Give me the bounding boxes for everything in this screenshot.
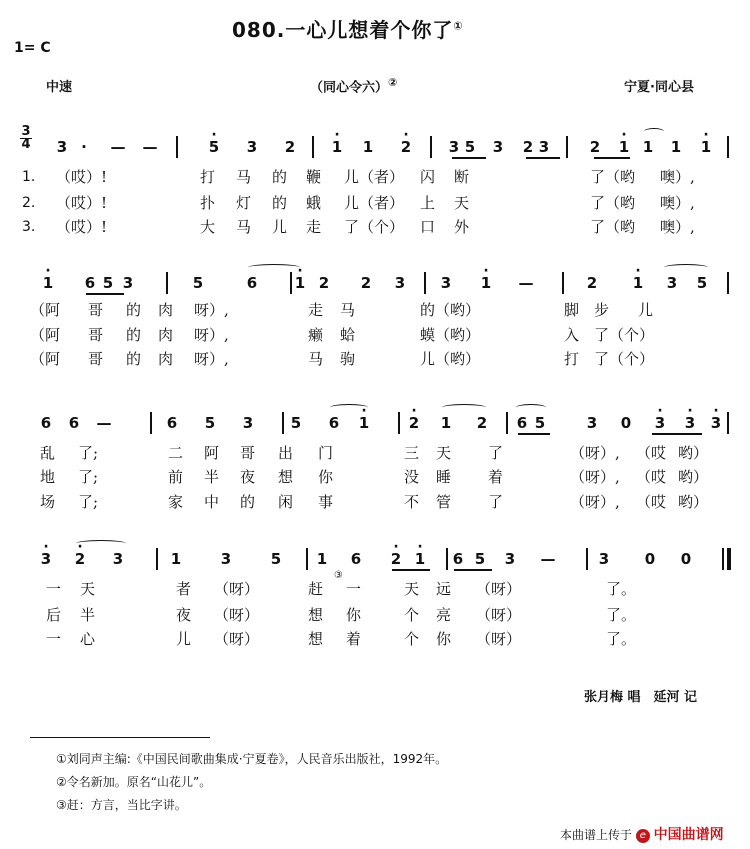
lyric-word: 没 — [404, 468, 420, 486]
note: 6 — [452, 550, 464, 568]
lyric-word: 蛾 — [306, 194, 322, 212]
notation-row-2 — [0, 272, 750, 294]
barline — [586, 548, 588, 570]
note: 5 — [464, 138, 476, 156]
credits: 张月梅 唱 延河 记 — [584, 690, 698, 705]
lyric-word: 步 — [594, 301, 610, 319]
note: · 5 — [200, 136, 228, 158]
lyric-word: 了（个） — [594, 350, 655, 368]
lyric-word: 肉 — [158, 301, 174, 319]
barline — [306, 548, 308, 570]
lyric-word: 哥 — [88, 326, 104, 344]
lyric-word: 半 — [204, 468, 220, 486]
note: · 1 — [472, 272, 500, 294]
note: · 1 — [610, 136, 638, 158]
e-logo-icon: e — [636, 829, 650, 843]
lyric-word: 不 — [404, 493, 420, 511]
lyric-word: 马 — [236, 168, 252, 186]
note: · 1 — [406, 548, 434, 570]
barline — [506, 412, 508, 434]
note: 5 — [102, 274, 114, 292]
beam-underline — [454, 569, 492, 571]
lyric-word: 了（个） — [594, 326, 655, 344]
lyric-word: 哥 — [88, 350, 104, 368]
note: 2 — [586, 274, 598, 292]
lyric-word: 乱 — [40, 444, 56, 462]
barline — [176, 136, 178, 158]
lyric-word: （哎）! — [56, 218, 108, 236]
lyric-row-4-3 — [0, 628, 750, 650]
lyric-word: 二 — [168, 444, 184, 462]
lyric-row-3-3 — [0, 491, 750, 513]
lyric-word: 了（个） — [344, 218, 405, 236]
lyric-word: 闪 — [420, 168, 436, 186]
lyric-word: 个 — [404, 630, 420, 648]
lyric-word: 出 — [278, 444, 294, 462]
lyric-word: 儿 — [272, 218, 288, 236]
key-signature: 1= C — [14, 40, 51, 56]
notation-row-1 — [0, 136, 750, 158]
lyric-word: 了; — [78, 493, 99, 511]
lyric-row-2-2 — [0, 324, 750, 346]
lyric-word: 脚 — [564, 301, 580, 319]
lyric-row-4-1 — [0, 578, 750, 600]
lyric-word: 地 — [40, 468, 56, 486]
note: — — [518, 274, 534, 292]
note: 6 — [328, 414, 340, 432]
footnote-divider — [30, 737, 210, 738]
lyric-word: 想 — [308, 606, 324, 624]
lyric-word: 驹 — [340, 350, 356, 368]
note: 1 — [670, 138, 682, 156]
lyric-word: 天 — [404, 580, 420, 598]
note: · 1 — [323, 136, 351, 158]
lyric-word: 呀）, — [194, 350, 229, 368]
tempo-marking: 中速 — [46, 80, 73, 95]
lyric-word: 了（哟 — [590, 194, 636, 212]
note: 3 — [394, 274, 406, 292]
lyric-word: 大 — [200, 218, 216, 236]
lyric-word: 夜 — [240, 468, 256, 486]
note: · — [81, 138, 87, 156]
lyric-word: 着 — [346, 630, 362, 648]
barline — [727, 412, 729, 434]
lyric-word: （呀）, — [570, 493, 620, 511]
lyric-word: 你 — [346, 606, 362, 624]
barline — [282, 412, 284, 434]
note: 1 — [170, 550, 182, 568]
lyric-row-2-3 — [0, 348, 750, 370]
lyric-word: 扑 — [200, 194, 216, 212]
slur — [76, 540, 126, 547]
note: 3 — [246, 138, 258, 156]
lyric-word: 夜 — [176, 606, 192, 624]
barline — [312, 136, 314, 158]
lyric-word: 呀）, — [194, 326, 229, 344]
lyric-word: 天 — [436, 444, 452, 462]
note: · 2 — [382, 548, 410, 570]
lyric-word: 远 — [436, 580, 452, 598]
lyric-word: 马 — [236, 218, 252, 236]
lyric-word: 家 — [168, 493, 184, 511]
lyric-word: 肉 — [158, 326, 174, 344]
note: 3 — [448, 138, 460, 156]
beam-underline — [392, 569, 430, 571]
lyric-word: 你 — [318, 468, 334, 486]
note: 1 — [316, 550, 328, 568]
lyric-word: 口 — [420, 218, 436, 236]
note: 1 — [440, 414, 452, 432]
lyric-word: 哟） — [678, 468, 709, 486]
beam-underline — [594, 157, 630, 159]
lyric-word: 上 — [420, 194, 436, 212]
lyric-word: 场 — [40, 493, 56, 511]
beam-underline — [652, 433, 702, 435]
note: 5 — [474, 550, 486, 568]
lyric-word: 想 — [278, 468, 294, 486]
notation-row-4 — [0, 548, 750, 570]
note: 6 — [350, 550, 362, 568]
note: · 2 — [400, 412, 428, 434]
note: — — [142, 138, 158, 156]
note: · 3 — [32, 548, 60, 570]
lyric-word: 后 — [46, 606, 62, 624]
watermark — [560, 824, 724, 844]
lyric-word: 的 — [126, 350, 142, 368]
lyric-word: 了。 — [606, 580, 637, 598]
lyric-word: 儿（者） — [344, 168, 405, 186]
lyric-word: 一 — [46, 630, 62, 648]
note: 5 — [534, 414, 546, 432]
song-title: 080.一心儿想着个你了① — [232, 18, 464, 42]
note: 2 — [522, 138, 534, 156]
note: 3 — [440, 274, 452, 292]
note: · 1 — [692, 136, 720, 158]
barline — [398, 412, 400, 434]
note: · 2 — [66, 548, 94, 570]
lyric-word: 入 — [564, 326, 580, 344]
barline — [290, 272, 292, 294]
lyric-row-1-3 — [0, 216, 750, 238]
lyric-word: 睡 — [436, 468, 452, 486]
lyric-word: 了（哟 — [590, 168, 636, 186]
note: 2 — [318, 274, 330, 292]
note: · 1 — [34, 272, 62, 294]
verse-number: 2. — [22, 195, 36, 211]
note: 2 — [284, 138, 296, 156]
lyric-word: 了。 — [606, 630, 637, 648]
note: 2 — [360, 274, 372, 292]
lyric-word: 的（哟） — [420, 301, 481, 319]
note: 6 — [246, 274, 258, 292]
note: 3 — [586, 414, 598, 432]
lyric-word: 着 — [488, 468, 504, 486]
watermark-site: 中国曲谱网 — [653, 827, 724, 843]
lyric-word: 哥 — [240, 444, 256, 462]
lyric-word: 了 — [488, 493, 504, 511]
barline — [430, 136, 432, 158]
note: 3 — [492, 138, 504, 156]
note: 5 — [270, 550, 282, 568]
note: · 3 — [702, 412, 730, 434]
lyric-word: 事 — [318, 493, 334, 511]
region-label: 宁夏·同心县 — [624, 80, 694, 95]
lyric-word: 赶 — [308, 580, 324, 598]
lyric-word: 天 — [454, 194, 470, 212]
note: 6 — [68, 414, 80, 432]
lyric-word: 打 — [200, 168, 216, 186]
lyric-word: 的 — [272, 168, 288, 186]
lyric-word: 亮 — [436, 606, 452, 624]
lyric-word: （阿 — [30, 350, 61, 368]
barline — [727, 136, 729, 158]
note: 3 — [220, 550, 232, 568]
lyric-word: 儿 — [638, 301, 654, 319]
note: 5 — [204, 414, 216, 432]
lyric-word: （呀） — [476, 606, 522, 624]
note: · 3 — [676, 412, 704, 434]
lyric-word: （呀）, — [570, 468, 620, 486]
lyric-row-4-2 — [0, 604, 750, 626]
lyric-word: 了。 — [606, 606, 637, 624]
lyric-word: 一 — [46, 580, 62, 598]
lyric-word: 呀）, — [194, 301, 229, 319]
barline — [424, 272, 426, 294]
note: 3 — [598, 550, 610, 568]
barline — [566, 136, 568, 158]
final-barline — [727, 548, 731, 570]
slur — [664, 264, 708, 271]
lyric-word: 儿 — [176, 630, 192, 648]
footnote-3: ③赶：方言，当比字讲。 — [56, 798, 187, 812]
note: 6 — [84, 274, 96, 292]
lyric-word: 一 — [346, 580, 362, 598]
lyric-word: （阿 — [30, 301, 61, 319]
note: · 3 — [646, 412, 674, 434]
lyric-word: 前 — [168, 468, 184, 486]
lyric-word: 管 — [436, 493, 452, 511]
lyric-word: 天 — [80, 580, 96, 598]
lyric-word: 蟆（哟） — [420, 326, 481, 344]
lyric-word: 外 — [454, 218, 470, 236]
lyric-word: （呀） — [214, 606, 260, 624]
lyric-word: 闲 — [278, 493, 294, 511]
lyric-word: 噢）, — [660, 168, 695, 186]
note: 3 — [56, 138, 68, 156]
lyric-word: 者 — [176, 580, 192, 598]
lyric-word: 儿（者） — [344, 194, 405, 212]
barline — [722, 548, 724, 570]
lyric-row-2-1 — [0, 299, 750, 321]
beam-underline — [518, 433, 550, 435]
beam-underline — [452, 157, 486, 159]
lyric-word: （阿 — [30, 326, 61, 344]
verse-number: 3. — [22, 219, 36, 235]
note: · 1 — [624, 272, 652, 294]
lyric-word: 的 — [126, 326, 142, 344]
lyric-word: 门 — [318, 444, 334, 462]
watermark-prefix: 本曲谱上传于 — [560, 828, 633, 842]
lyric-word: （哎）! — [56, 168, 108, 186]
footnote-1: ①刘同声主编:《中国民间歌曲集成·宁夏卷》，人民音乐出版社，1992年。 — [56, 752, 448, 766]
note: 2 — [476, 414, 488, 432]
tune-name: （同心令六）② — [310, 76, 398, 96]
lyric-word: 打 — [564, 350, 580, 368]
verse-number: 1. — [22, 169, 36, 185]
lyric-word: 了; — [78, 468, 99, 486]
barline — [150, 412, 152, 434]
slur — [644, 128, 664, 135]
lyric-word: 马 — [340, 301, 356, 319]
lyric-word: 三 — [404, 444, 420, 462]
lyric-word: 灯 — [236, 194, 252, 212]
note: 3 — [666, 274, 678, 292]
note: · 1 — [350, 412, 378, 434]
lyric-word: 蛤 — [340, 326, 356, 344]
lyric-word: 哥 — [88, 301, 104, 319]
lyric-word: 马 — [308, 350, 324, 368]
note: 3 — [242, 414, 254, 432]
slur — [442, 404, 486, 411]
lyric-word: （哎 — [636, 468, 667, 486]
lyric-word: 儿（哟） — [420, 350, 481, 368]
note: 5 — [192, 274, 204, 292]
note: 5 — [290, 414, 302, 432]
note: — — [110, 138, 126, 156]
note: 0 — [680, 550, 692, 568]
lyric-word: （哎 — [636, 444, 667, 462]
note: 3 — [122, 274, 134, 292]
note: 2 — [589, 138, 601, 156]
barline — [562, 272, 564, 294]
lyric-word: 噢）, — [660, 194, 695, 212]
lyric-word: 癞 — [308, 326, 324, 344]
lyric-row-1-2 — [0, 192, 750, 214]
footnote-mark-3: ③ — [334, 570, 343, 581]
barline — [727, 272, 729, 294]
note: 3 — [504, 550, 516, 568]
lyric-word: 的 — [240, 493, 256, 511]
note: 3 — [538, 138, 550, 156]
lyric-word: 了（哟 — [590, 218, 636, 236]
lyric-word: 想 — [308, 630, 324, 648]
lyric-word: （呀） — [476, 630, 522, 648]
lyric-word: 鞭 — [306, 168, 322, 186]
lyric-row-3-1 — [0, 442, 750, 464]
note: · 2 — [392, 136, 420, 158]
note: 5 — [696, 274, 708, 292]
lyric-word: （呀）, — [570, 444, 620, 462]
lyric-word: 中 — [204, 493, 220, 511]
lyric-word: （呀） — [476, 580, 522, 598]
beam-underline — [526, 157, 560, 159]
barline — [156, 548, 158, 570]
slur — [516, 404, 546, 411]
lyric-word: （哎）! — [56, 194, 108, 212]
note: 6 — [516, 414, 528, 432]
lyric-word: （呀） — [214, 630, 260, 648]
lyric-word: 阿 — [204, 444, 220, 462]
note: 6 — [40, 414, 52, 432]
footnote-2: ②令名新加。原名“山花儿”。 — [56, 775, 212, 789]
note: 1 — [642, 138, 654, 156]
lyric-word: （呀） — [214, 580, 260, 598]
lyric-word: 个 — [404, 606, 420, 624]
barline — [166, 272, 168, 294]
lyric-word: 你 — [436, 630, 452, 648]
lyric-row-1-1 — [0, 166, 750, 188]
note: 3 — [112, 550, 124, 568]
note: 1 — [362, 138, 374, 156]
note: — — [96, 414, 112, 432]
note: · 1 — [286, 272, 314, 294]
lyric-word: 哟） — [678, 444, 709, 462]
note: 0 — [620, 414, 632, 432]
note: 0 — [644, 550, 656, 568]
lyric-word: 了; — [78, 444, 99, 462]
time-signature: 3 4 — [21, 124, 31, 152]
beam-underline — [86, 293, 124, 295]
lyric-word: 断 — [454, 168, 470, 186]
lyric-word: 哟） — [678, 493, 709, 511]
slur — [248, 264, 300, 271]
lyric-row-3-2 — [0, 466, 750, 488]
slur — [330, 404, 368, 411]
lyric-word: 噢）, — [660, 218, 695, 236]
lyric-word: 走 — [308, 301, 324, 319]
lyric-word: 半 — [80, 606, 96, 624]
note: 6 — [166, 414, 178, 432]
lyric-word: 肉 — [158, 350, 174, 368]
note: — — [540, 550, 556, 568]
lyric-word: 心 — [80, 630, 96, 648]
lyric-word: 走 — [306, 218, 322, 236]
lyric-word: 的 — [126, 301, 142, 319]
lyric-word: 了 — [488, 444, 504, 462]
lyric-word: （哎 — [636, 493, 667, 511]
barline — [446, 548, 448, 570]
notation-row-3 — [0, 412, 750, 434]
lyric-word: 的 — [272, 194, 288, 212]
